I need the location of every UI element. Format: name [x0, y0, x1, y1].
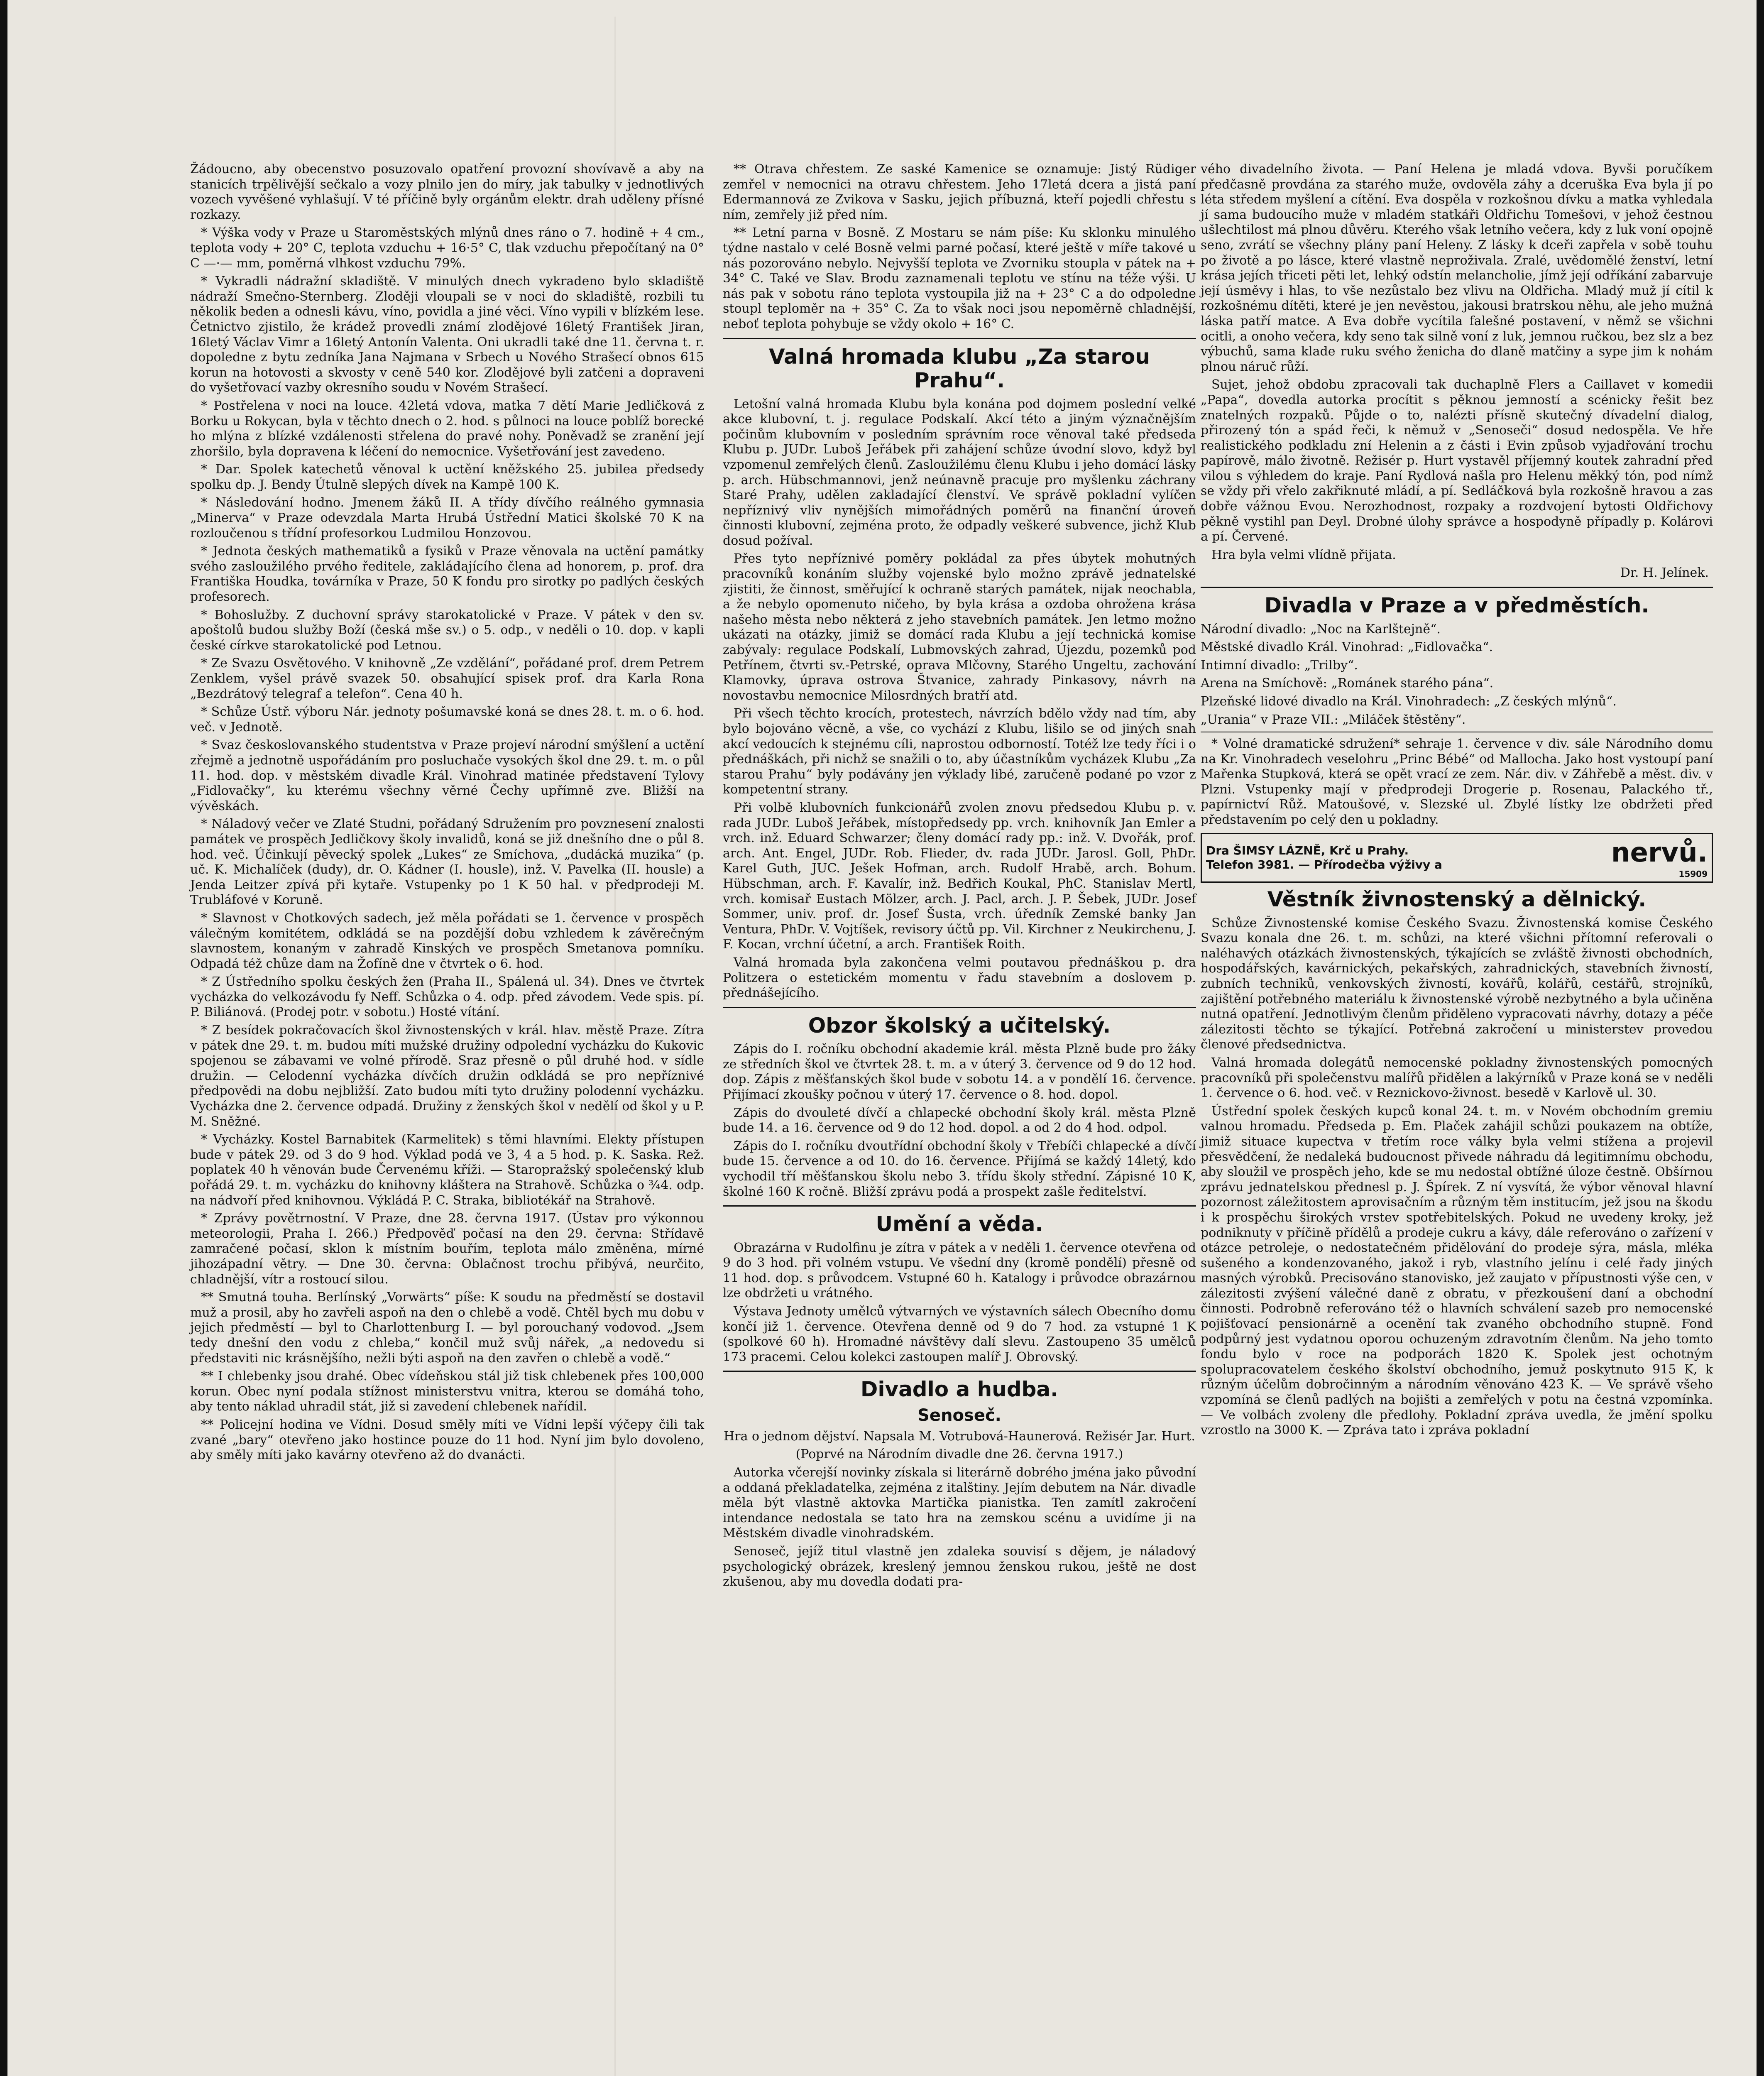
- review-signature: Dr. H. Jelínek.: [1620, 566, 1709, 580]
- news-item-evening: * Náladový večer ve Zlaté Studni, pořádaný Sdružením pro povznesení znalosti památek ve prospěch Jedličkovy školy invalidů, koná se již dnešního dne o půl 8. hod. več. Účinkují pěvecký spolek „Lukes“ ze Smíchova, „dudácká muzika“ (p. uč. K. Michalíček (dudy), dr. O. Kádner (I. housle), inž. V. Pavelka (II. housle) a Jenda Leitzer zpívá při kytaře. Vstupenky po 1 K 50 hal. v předprodeji M. Trubláfové v Koruně.: [190, 817, 704, 908]
- review-credits: Hra o jednom dějství. Napsala M. Votrubová-Haunerová. Režisér Jar. Hurt.: [724, 1429, 1195, 1444]
- article-paragraph: Valná hromada byla zakončena velmi poutavou přednáškou p. dra Politzera o estetickém momentu v řadu stavebním a doslovem p. přednášejícího.: [723, 955, 1196, 1001]
- section-heading-schools: Obzor školský a učitelský.: [808, 1013, 1111, 1038]
- news-item-trade-schools: * Z besídek pokračovacích škol živnostenských v král. hlav. městě Praze. Zítra v pátek dne 29. t. m. budou míti mužské družiny odpolední vycházku do Kukovic spojenou se zábavami ve volné přírodě. Sraz přesně o půl druhé hod. v sídle družin. — Celodenní vycházka dívčích družin odkládá se pro nepříznivé předpovědi na dobu nejbližší. Zato budou míti tyto družiny polodenní vycházku. Vycházka dne 2. července odpadá. Družiny z ženských škol v nedělí od škol y u P. M. Sněžné.: [190, 1023, 704, 1129]
- article-paragraph: Senoseč, jejíž titul vlastně jen zdaleka souvisí s dějem, je náladový psychologický obrázek, kreslený jemnou ženskou rukou, ještě ne dost zkušenou, aby mu dovedla dodati pra-: [723, 1544, 1196, 1589]
- article-paragraph: Přes tyto nepříznivé poměry pokládal za přes úbytek mohutných pracovníků konáním služby vojenské bylo možno zprávě jednatelské zjistiti, že činnost, směřující k ochraně starých památek, nijak neochabla, a že nebylo opomenuto ničeho, by byla krása a ozdoba ohrožena krása našeho města nebo některá z jeho stavebních památek. Jen letmo možno ukázati na otázky, jimiž se domácí rada Klubu a její technická komise zabývaly: regulace Podskalí, Lubmovských zahrad, Újezdu, pozemků pod Petřínem, čtvrti sv.-Petrské, oprava Mlčovny, Starého Ungeltu, zachování Klamovky, úprava ostrova Štvanice, zahrady Pinkasovy, návrh na novostavbu nemocnice Milosrdných bratří atd.: [723, 551, 1196, 703]
- news-item-shooting: * Postřelena v noci na louce. 42letá vdova, matka 7 dětí Marie Jedličková z Borku u Rokycan, byla v těchto dnech o 2. hod. s půlnoci na louce poblíž borecké ho mlýna z blízké vzdálenosti střelena do pravé nohy. Poněvadž se zranění její zhoršilo, byla dopravena k léčení do nemocnice. Vyšetřování jest zavedeno.: [190, 398, 704, 459]
- article-paragraph: Schůze Živnostenské komise Českého Svazu. Živnostenská komise Českého Svazu konala dne 26. t. m. schůzi, na které všichni přítomní referovali o naléhavých otázkách živnostenských, týkajících se zvláště živnosti obchodních, hospodářských, kavárnických, pekařských, zahradnických, stavebních živností, zubních techniků, venkovských živností, kovářů, kolářů, cestářů, strojníků, zajištění potřebného materiálu k živnostenské výrobě nezbytného a byla učiněna nutná opatření. Jednotlivým členům přiděleno vypracovati návrhy, dotazy a péče zálezitosti těchto se týkající. Potřebná zakročení u ministerstev provedou členové předsednictva.: [1201, 916, 1713, 1052]
- news-item-burglary: * Vykradli nádražní skladiště. V minulých dnech vykradeno bylo skladiště nádraží Smečno-Sternberg. Zloději vloupali se v noci do skladiště, rozbili tu několik beden a odnesli kávu, víno, povidla a jiné věci. Víno vypili v blízkém lese. Četnictvo zjistilo, že krádež provedli známí zlodějové 16letý František Jiran, 16letý Václav Vimr a 16letý Antonín Valenta. Oni ukradli také dne 11. června t. r. dopoledne z bytu zedníka Jana Najmana v Srbech u Nového Strašecí obnos 615 korun na hotovosti a skvosty v ceně 540 kor. Zlodějové byli zatčeni a dopraveni do vyšetřovací vazby okresního soudu v Novém Strašecí.: [190, 274, 704, 395]
- news-item-bread-cards: ** I chlebenky jsou drahé. Obec vídeňskou stál již tisk chlebenek přes 100,000 korun. Obec nyní podala stížnost ministerstvu vnitra, kterou se domáhá toho, aby tento náklad uhradil stát, již si zavedení chlebenek nařídil.: [190, 1369, 704, 1414]
- column-right: [1201, 162, 1713, 2076]
- news-item-asparagus: ** Otrava chřestem. Ze saské Kamenice se oznamuje: Jistý Rüdiger zemřel v nemocnici na otravu chřestem. Jeho 17letá dcera a jistá paní Edermannová ze Zvikova v Sasku, jejich příbuzná, kteří pojedli chřestu s ním, zemřely již před ním.: [723, 162, 1196, 222]
- section-heading-arts: Umění a věda.: [876, 1212, 1043, 1236]
- article-paragraph: Hra byla velmi vlídně přijata.: [1211, 547, 1396, 562]
- news-item-bosnia-heat: ** Letní parna v Bosně. Z Mostaru se nám píše: Ku sklonku minulého týdne nastalo v celé Bosně velmi parné počasí, které ještě v míře takové u nás pozorováno nebylo. Nejvyšší teplota ve Zvorniku stoupla v pátek na + 34° C. Také ve Slav. Brodu zaznamenali teplotu ve stínu na téže výši. U nás pak v sobotu ráno teplota vystoupila již na + 23° C a do odpoledne stoupl teploměr na + 35° C. Za to však noci jsou nepoměrně chladnější, neboť teplota pohybuje se vždy okolo + 16° C.: [723, 225, 1196, 331]
- section-divider: [1201, 587, 1713, 588]
- article-paragraph: Autorka včerejší novinky získala si literárně dobrého jména jako původní a oddaná překladatelka, zejména z italštiny. Jejím debutem na Nár. divadle měla být vlastně aktovka Martička pianistka. Ten zamítl zakročení intendance nedostala se tato hra na zemskou scénu a uvidíme ji na Městském divadle vinohradském.: [723, 1465, 1196, 1541]
- section-heading-theatres: Divadla v Praze a v předměstích.: [1264, 593, 1649, 618]
- news-item-church-services: * Bohoslužby. Z duchovní správy starokatolické v Praze. V pátek v den sv. apoštolů budou služby Boží (česká mše sv.) o 5. odp., v neděli o 10. dop. v kapli české církve starokatolické pod Letnou.: [190, 607, 704, 653]
- theatre-listing: Plzeňské lidové divadlo na Král. Vinohradech: „Z českých mlýnů“.: [1201, 694, 1617, 709]
- ad-emphasis: [1611, 837, 1708, 879]
- news-item-weather: * Zprávy povětrnostní. V Praze, dne 28. června 1917. (Ústav pro výkonnou meteorologii, Praha I. 266.) Předpověď počasí na den 29. června: Střídavě zamračené počasí, sklon k místním bouřím, teplota málo změněna, mírné jihozápadní větry. — Dne 30. června: Oblačnost trochu přibývá, neurčito, chladnější, vítr a rostoucí silou.: [190, 1211, 704, 1287]
- ad-line: Telefon 3981. — Přírodečba výživy a: [1206, 857, 1442, 872]
- article-paragraph: Valná hromada dolegátů nemocenské pokladny živnostenských pomocných pracovníků při společenstvu malířů přidělen a lakýrníků v Praze koná se v neděli 1. července o 6. hod. več. v Reznickovo-živnost. besedě v Karlově ul. 30.: [1201, 1055, 1713, 1101]
- ad-big-word: nervů.: [1611, 837, 1708, 868]
- article-paragraph: Sujet, jehož obdobu zpracovali tak duchaplně Flers a Caillavet v komedii „Papa“, dovedla autorka procítit s pěknou jemností a scénicky řešit bez znatelných rozpaků. Půjde o to, nalézti přísně skutečný dívadelní dialog, přirozený tón a spád řeči, k němuž v „Senoseči“ dosud nedospěla. Ve hře realistického podkladu zní Helenin a z části i Evin způsob vyjadřování trochu papírově, málo životně. Režisér p. Hurt vystavěl příjemný koutek zahradní před vilou s výhledem do kraje. Paní Rydlová našla pro Helenu měkký tón, pod nímž se vždy při vřelo zakřiknuté mládí, a pí. Sedláčková byla rozkošně hravou a zas dobře vážnou Evou. Nerozhodnost, rozpaky a rozdvojení bytosti Oldřichovy pěkně vystihl pan Deyl. Drobné úlohy správce a hospodyně případly p. Kolárovi a pí. Červené.: [1201, 377, 1713, 544]
- news-item-minerva: * Následování hodno. Jmenem žáků II. A třídy dívčího reálného gymnasia „Minerva“ v Praze odevzdala Marta Hrubá Ústřední Matici školské 70 K na rozloučenou s třídní profesorkou Ludmilou Honzovou.: [190, 495, 704, 541]
- review-title: Senoseč.: [917, 1405, 1001, 1425]
- article-paragraph: Při volbě klubovních funkcionářů zvolen znovu předsedou Klubu p. v. rada JUDr. Luboš Jeřábek, místopředsedy pp. vrch. knihovník Jan Emler a vrch. inž. Eduard Schwarzer; členy domácí rady pp.: inž. V. Dvořák, prof. arch. Ant. Engel, JUDr. Rob. Flieder, dv. rada JUDr. Jarosl. Goll, PhDr. Karel Guth, JUC. Ješek Hofman, arch. Rudolf Hrabě, arch. Bohum. Hübschman, arch. F. Kavalír, inž. Bedřich Koukal, PhC. Stanislav Mertl, vrch. komisař Eustach Mölzer, arch. J. Pacl, arch. J. P. Šebek, JUDr. Josef Sommer, univ. prof. dr. Josef Šusta, vrch. úředník Zemské banky Jan Ventura, PhDr. V. Vojtíšek, revisory účtů pp. Vil. Kirchner z Neukirchenu, J. F. Kocan, vrchní účetní, a arch. František Roith.: [723, 800, 1196, 952]
- article-paragraph: Zápis do I. ročníku dvoutřídní obchodní školy v Třebíči chlapecké a dívčí bude 15. července a od 10. do 16. července. Přijímá se každý 14letý, kdo vychodil tří měšťanskou školu nebo 3. třídu školy střední. Zápisné 10 K, školné 160 K ročně. Bližší zprávu podá a prospekt zašle ředitelství.: [723, 1138, 1196, 1199]
- news-item-mathematicians: * Jednota českých mathematiků a fysiků v Praze věnovala na uctění památky svého zasloužilého prvého ředitele, zakládajícího člena ad honorem, p. prof. dra Františka Houdka, továrníka v Praze, 50 K fondu pro sirotky po padlých českých profesorech.: [190, 544, 704, 605]
- theatre-listing: „Urania“ v Praze VII.: „Miláček štěstěny“.: [1201, 712, 1466, 727]
- article-paragraph: vého divadelního života. — Paní Helena je mladá vdova. Byvši poručíkem předčasně provdána za starého muže, ovdověla záhy a dceruška Eva byla jí po léta středem myšlení a cítění. Eva dospěla v rozkošnou dívku a matka vyhledala jí sama budoucího muže v mladém statkáři Oldřichu Tomešovi, v jehož čestnou ušlechtilost má plnou důvěru. Kterého však letního večera, kdy z luk voní opojně seno, zvrátí se všechny plány paní Heleny. Z lásky k dceři zapřela v sobě touhu po životě a po lásce, které vlastně neproživala. Zralé, uvědomělé ženství, letní krása jejích třiceti pěti let, lehký odstín melancholie, jímž její odříkání zabarvuje její úsměvy i hlas, to vše nezůstalo bez vlivu na Oldřicha. Mladý muž jí cítil k rozkošnému dítěti, které je jen nevěstou, jakousi bratrskou něhu, ale jeho mužná láska patří matce. A Eva dobře vycítila falešné postavení, v němž se všichni ocitli, a onoho večera, kdy seno tak silně voní z luk, jemnou ručkou, bez slz a bez výbuchů, sama klade ruku svého ženicha do dlaně matčiny a sype jim k nohám plnou náruč růží.: [1201, 162, 1713, 374]
- news-item-meeting: * Schůze Ústř. výboru Nár. jednoty pošumavské koná se dnes 28. t. m. o 6. hod. več. v Jednotě.: [190, 705, 704, 734]
- article-paragraph: Obrazárna v Rudolfinu je zítra v pátek a v neděli 1. července otevřena od 9 do 3 hod. při volném vstupu. Ve všední dny (kromě pondělí) přesně od 11 hod. dop. s průvodcem. Vstupné 60 h. Katalogy i průvodce obrazárnou lze obdržeti u vrátného.: [723, 1240, 1196, 1301]
- section-divider: [723, 1371, 1196, 1372]
- article-paragraph: Zápis do dvouleté dívčí a chlapecké obchodní školy král. města Plzně bude 14. a 16. července od 9 do 12 hod. dopol. a od 2 do 4 hod. odpol.: [723, 1105, 1196, 1136]
- news-item-womens-club: * Z Ústředního spolku českých žen (Praha II., Spálená ul. 34). Dnes ve čtvrtek vycházka do velkozávodu fy Neff. Schůzka o 4. odp. před závodem. Vede spis. pí. P. Biliánová. (Prodej potr. v sobotu.) Hosté vítání.: [190, 974, 704, 1020]
- article-paragraph: Při všech těchto krocích, protestech, návrzích bdělo vždy nad tím, aby bylo bojováno věcně, a vše, co vychází z Klubu, lišilo se od jiných snah akcí vedoucích k stejnému cíli, naprostou odborností. Totéž lze tedy říci i o přednáškách, při nichž se snažili o to, aby účastníkům vycházek Klubu „Za starou Prahu“ byly podávány jen výklady libé, zaručeně podané po vzor z kompetentní strany.: [723, 706, 1196, 797]
- theatre-listing: Národní divadlo: „Noc na Karlštejně“.: [1201, 622, 1441, 637]
- news-item-education-union: * Ze Svazu Osvětového. V knihovně „Ze vzdělání“, pořádané prof. drem Petrem Zenklem, vyšel právě svazek 50. obsahující spisek prof. dra Karla Rona „Bezdrátový telegraf a telefon“. Cena 40 h.: [190, 656, 704, 701]
- section-heading-theatre: Divadlo a hudba.: [860, 1377, 1059, 1402]
- scan-edge-right: [1757, 0, 1764, 2076]
- scan-edge-left: [0, 0, 7, 2076]
- section-heading-club: Valná hromada klubu „Za starou Prahu“.: [768, 344, 1150, 393]
- news-item-donation: * Dar. Spolek katechetů věnoval k uctění kněžského 25. jubilea předsedy spolku dp. J. Bendy Útulně slepých dívek na Kampě 100 K.: [190, 462, 704, 492]
- news-item-student-union: * Svaz českoslovanského studentstva v Praze projeví národní smýšlení a uctění zřejmě a jednotně uspořádáním pro posluchače vysokých škol dne 29. t. m. o půl 11. hod. dop. v městském divadle Král. Vinohrad matinée představení Tylovy „Fidlovačky“, ku kterému všechny věrné Čechy upřímně zve. Bližší na vývěskách.: [190, 738, 704, 813]
- article-paragraph: Výstava Jednoty umělců výtvarných ve výstavních sálech Obecního domu končí již 1. července. Otevřena denně od 9 do 7 hod. za vstupné 1 K (spolkové 60 h). Hromadné návštěvy dalí slevu. Zastoupeno 35 umělců 173 pracemi. Celou kolekci zastoupen malíř J. Obrovský.: [723, 1304, 1196, 1364]
- theatre-listing: Arena na Smíchově: „Románek starého pána“.: [1201, 676, 1494, 691]
- theatre-listing: Městské divadlo Král. Vinohrad: „Fidlovačka“.: [1201, 640, 1493, 655]
- advertisement-spa: [1201, 833, 1713, 883]
- section-heading-trade: Věstník živnostenský a dělnický.: [1267, 887, 1647, 912]
- article-paragraph: Letošní valná hromada Klubu byla konána pod dojmem poslední velké akce klubovní, t. j. regulace Podskalí. Akcí této a jiným význačnějším počinům klubovním v posledním správním roce věnoval také předseda Klubu p. JUDr. Luboš Jeřábek při zahájení schůze úvodní slovo, když byl vzpomenul zemřelých členů. Zasloužilému členu Klubu i jeho domácí lásky p. arch. Hübschmannovi, jenž neúnavně pracuje pro myšlenku záchrany Staré Prahy, udělen zakladající členství. Ve správě pokladní vylíčen nepříznivý vliv nynějších mimořádných poměrů na finanční úroveň činnosti klubovní, zejména proto, že odpadly veškeré subvence, jichž Klub dosud požíval.: [723, 397, 1196, 548]
- column-middle: [723, 162, 1196, 2076]
- section-divider: [723, 1007, 1196, 1008]
- news-item-excursions: * Vycházky. Kostel Barnabitek (Karmelitek) s těmi hlavními. Elekty přístupen bude v pátek 29. od 3 do 9 hod. Výklad podá ve 3, 4 a 5 hod. p. K. Saska. Rež. poplatek 40 h věnován bude Červenému kříži. — Staropražský společenský klub pořádá 29. t. m. vycházku do knihovny kláštera na Strahově. Schůzka o ¾4. odp. na nádvoří před knihovnou. Výkládá P. C. Straka, bibliotékář na Strahově.: [190, 1132, 704, 1208]
- news-item-sad-longing: ** Smutná touha. Berlínský „Vorwärts“ píše: K soudu na předměstí se dostavil muž a prosil, aby ho zavřeli aspoň na den o chlebě a vodě. Chtěl bych mu dobu v jejich předměstí — byl to Charlottenburg I. — byl porouchaný vodovod. „Jsem tedy dnešní den vodu z chleba,“ končil muž svůj nářek, „a nedovedu si představiti nic krásnějšího, nežli býti aspoň na den zavřen o chlebě a vodě.“: [190, 1290, 704, 1366]
- column-left: [190, 162, 704, 2076]
- article-paragraph: * Volné dramatické sdružení* sehraje 1. července v div. sále Národního domu na Kr. Vinohradech veselohru „Princ Bébé“ od Mallocha. Jako host vystoupí paní Mařenka Stupková, která se opět vrací ze zem. Nár. div. v Záhřebě a měst. div. v Plzni. Vstupenky mají v předprodeji Drogerie p. Rosenau, Palackého tř., papírnictví Růž. Matoušové, v. Slezské ul. Zbylé lístky lze obdržeti před představením po celý den u pokladny.: [1201, 737, 1713, 827]
- theatre-listing: Intimní divadlo: „Trilby“.: [1201, 658, 1358, 673]
- news-item-water-level: * Výška vody v Praze u Staroměstských mlýnů dnes ráno o 7. hodině + 4 cm., teplota vody + 20° C, teplota vzduchu + 16·5° C, tlak vzduchu přepočítaný na 0° C —·— mm, poměrná vlhkost vzduchu 79%.: [190, 225, 704, 271]
- article-paragraph: Žádoucno, aby obecenstvo posuzovalo opatření provozní shovívavě a aby na stanicích trpělivější sečkalo a vozy plnilo jen do míry, jak tabulky v jednotlivých vozech vyvěšené vyhlašují. V té příčině byly orgánům elektr. drah uděleny přísné rozkazy.: [190, 162, 704, 222]
- review-premiere-note: (Poprvé na Národním divadle dne 26. června 1917.): [795, 1447, 1123, 1462]
- ad-line: Dra ŠIMSY LÁZNĚ, Krč u Prahy.: [1206, 843, 1409, 857]
- news-item-vienna-curfew: ** Policejní hodina ve Vídni. Dosud směly míti ve Vídni lepší výčepy čili tak zvané „bary“ otevřeno jako hostince pouze do 11 hod. Nyní jim bylo dovoleno, aby směly míti jako kavárny otevřeno až do dvanácti.: [190, 1417, 704, 1463]
- ad-number: 15909: [1678, 869, 1708, 879]
- news-item-chotek-gardens: * Slavnost v Chotkových sadech, jež měla pořádati se 1. července v prospěch válečným komitétem, odkládá se na pozdější dobu vzhledem k závěrečným slavnostem, konaným v zahradě Kinských ve prospěch Smetanova pomníku. Odpadá též chůze dam na Žofíně dne v čtvrtek o 6. hod.: [190, 911, 704, 971]
- section-divider: [723, 1205, 1196, 1207]
- article-paragraph: Zápis do I. ročníku obchodní akademie král. města Plzně bude pro žáky ze středních škol ve čtvrtek 28. t. m. a v úterý 3. července od 9 do 12 hod. dop. Zápis z měšťanských škol bude v sobotu 14. a v pondělí 16. července. Přijímací zkoušky počnou v úterý 17. července o 8. hod. dopol.: [723, 1042, 1196, 1102]
- section-divider: [723, 338, 1196, 339]
- article-paragraph: Ústřední spolek českých kupců konal 24. t. m. v Novém obchodním gremiu valnou hromadu. Předseda p. Em. Plaček zahájil schůzi poukazem na obtíže, jimiž situace kupectva v třetím roce války byla velmi stížena a projevil přesvědčení, že nedaleká budoucnost přivede náhradu dá legitimnímu obchodu, aby sloužil ve prospěch jeho, kde se mu nedostal obtížné úloze čestně. Obšírnou zprávu jednatelskou přednesl p. J. Špírek. Z ní vysvítá, že výbor věnoval hlavní pozornost záležitostem aprovisačním a různým těm institucím, jež jsou na škodu i k prospěchu širokých vrstev spotřebitelských. Pokud ne uvedeny kroky, jež podniknuty v příčině přídělů a prodeje cukru a kávy, dále referováno o zařízení v otázce petroleje, o nedostatečném přidělování do prodeje sýra, másla, mléka sušeného a kondenzovaného, jakož i ryb, vlastního jelínu i celé řady jiných masných výrobků. Precisováno stanovisko, jež zaujato v přípustnosti výše cen, v zálezitosti zvýšení válečné daně z obratu, v přezkoušení daní a obchodní činnosti. Podrobně referováno též o hlavních schválení sazeb pro nemocenské pojišťovací pensionárně a ocenění tak zvaného obchodního stupně. Fond podpůrný jest vydatnou oporou ochuzeným zdravotním členům. Na jeho tomto fondu bylo v roce na podporách 1820 K. Spolek jest ochotným spolupracovatelem českého školství obchodního, jemuž poskytnuto 915 K, k různým účelům dobročinným a národním věnováno 423 K. — Ve správě všeho vzpomíná se členů padlých na bojišti a zemřelých v potu na čestná vzpomínka. — Ve volbách zvoleny dle předlohy. Pokladní zpráva uvedla, že jmění spolku vzrostlo na 3000 K. — Zpráva tato i zpráva pokladní: [1201, 1104, 1713, 1438]
- ad-text: [1206, 844, 1442, 872]
